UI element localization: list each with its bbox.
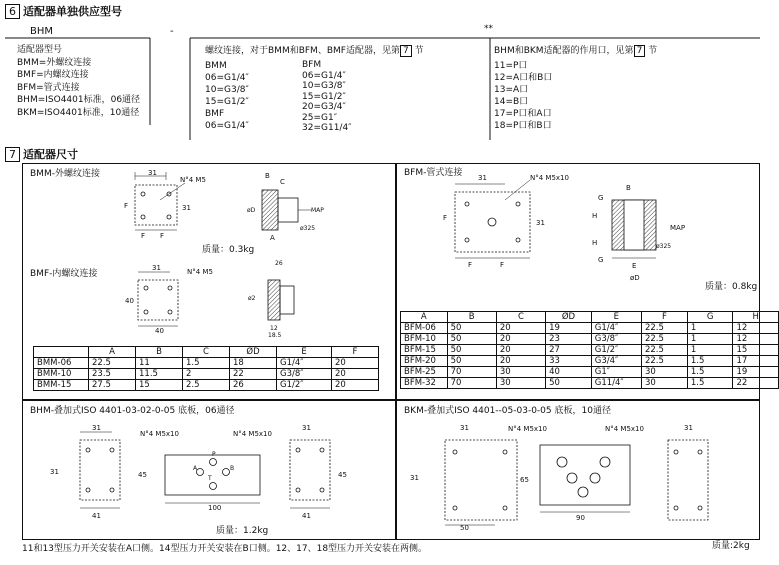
bmf-item: 06=G1/4″ (205, 121, 249, 131)
bhm-dim-100: 100 (208, 504, 222, 512)
bfm-item: 32=G11/4″ (302, 123, 352, 133)
table-cell: BMM-10 (34, 369, 89, 380)
table-cell: 17 (733, 356, 779, 367)
table-row (34, 380, 379, 391)
bmm-phid: øD (247, 207, 256, 214)
table-cell: BFM-25 (401, 367, 448, 378)
bkm-note-thread: N°4 M5x10 (508, 425, 547, 433)
bhm-note-thread-r: N°4 M5x10 (233, 430, 272, 438)
table-cell: 50 (447, 334, 496, 345)
bfm-dim-e: E (632, 262, 637, 270)
bmm-map: MAP (311, 207, 324, 214)
bfm-dim-g2: G (598, 256, 604, 264)
table-cell: 1 (687, 323, 733, 334)
table-cell: G1″ (591, 367, 641, 378)
section-7-title: 适配器尺寸 (23, 148, 78, 161)
table-cell: 20 (332, 358, 379, 369)
bmf-phi2: ø2 (248, 295, 256, 302)
table-header-cell: A (401, 312, 448, 323)
bmf-dim-40v: 40 (125, 297, 134, 305)
table-cell: 12 (733, 323, 779, 334)
bhm-dim-45-r: 45 (338, 471, 347, 479)
table-cell: BMM-15 (34, 380, 89, 391)
table-cell: 27 (546, 345, 592, 356)
bmf-dim-31: 31 (152, 264, 161, 272)
bmm-table-header (34, 347, 379, 358)
weight-bfm: 质量：0.8kg (705, 282, 758, 292)
adapter-type-line: BKM=ISO4401标准，10通径 (17, 107, 140, 118)
section-7-number: 7 (5, 147, 20, 162)
table-cell: 50 (447, 323, 496, 334)
table-cell: 11.5 (136, 369, 183, 380)
ref-number: 7 (400, 45, 412, 57)
bmf-dim-26: 26 (275, 260, 283, 267)
table-row (401, 356, 779, 367)
table-header-cell: ØD (546, 312, 592, 323)
bmf-dim-12: 12 (270, 325, 278, 332)
table-cell: BMM-06 (34, 358, 89, 369)
adapter-type-line: BMM=外螺纹连接 (17, 57, 92, 68)
table-row (401, 334, 779, 345)
table-cell: 18 (230, 358, 277, 369)
table-cell: 1.5 (687, 367, 733, 378)
port-item: 17=P口和A口 (494, 109, 552, 119)
table-header-cell: C (183, 347, 230, 358)
table-cell: BFM-15 (401, 345, 448, 356)
table-row (401, 367, 779, 378)
bkm-dim-31: 31 (460, 424, 469, 432)
table-cell: 23 (546, 334, 592, 345)
table-cell: 70 (447, 378, 496, 389)
bhm-note-thread: N°4 M5x10 (140, 430, 179, 438)
bmm-item: 15=G1/2″ (205, 97, 249, 107)
table-cell: G11/4″ (591, 378, 641, 389)
table-cell: 50 (447, 356, 496, 367)
bmf-plan-view (138, 272, 178, 326)
bfm-section-view (612, 200, 656, 258)
table-cell: 50 (447, 345, 496, 356)
bmm-dim-31: 31 (148, 169, 157, 177)
table-header-cell: C (496, 312, 545, 323)
table-cell: BFM-20 (401, 356, 448, 367)
bfm-dim-fv: F (443, 214, 448, 222)
table-header-cell: ØD (230, 347, 277, 358)
section-6-number: 6 (5, 4, 20, 19)
bmm-dim-f2: F (160, 232, 165, 240)
bfm-spec-table (400, 311, 779, 389)
bmm-label: BMM (205, 61, 227, 71)
bkm-left-view (445, 440, 517, 525)
weight-bhm: 质量：1.2kg (216, 526, 269, 536)
table-cell: 20 (496, 345, 545, 356)
table-cell: 70 (447, 367, 496, 378)
table-cell: 11 (136, 358, 183, 369)
bfm-item: 25=G1″ (302, 112, 338, 123)
bkm-dim-31v: 31 (410, 474, 419, 482)
bkm-dim-65: 65 (520, 476, 529, 484)
table-header-cell (34, 347, 89, 358)
bhm-dim-41: 41 (92, 512, 101, 520)
bfm-dim-h2: H (592, 239, 598, 247)
port-item: 13=A口 (494, 85, 529, 95)
model-dash: - (170, 26, 174, 37)
bkm-dim-90: 90 (576, 514, 585, 522)
weight-bkm: 质量:2kg (712, 541, 750, 551)
bhm-mid-view (165, 455, 260, 503)
bfm-label: BFM (302, 60, 322, 70)
footnote: 11和13型压力开关安装在A口侧。14型压力开关安装在B口侧。12、17、18型压力开关安装在两侧。 (22, 544, 428, 554)
table-cell: 22.5 (641, 334, 687, 345)
table-cell: 20 (496, 323, 545, 334)
bkm-right-view (668, 440, 708, 520)
bmm-section-view (262, 190, 312, 230)
table-cell: 20 (332, 380, 379, 391)
bhm-left-view (80, 432, 120, 508)
bkm-mid-view (540, 445, 630, 512)
table-cell: 27.5 (89, 380, 136, 391)
table-cell: 30 (641, 378, 687, 389)
table-cell: 22 (733, 378, 779, 389)
bhm-title: BHM-叠加式ISO 4401-03-02-0-05 底板，06通径 (30, 406, 235, 416)
bfm-table-header (401, 312, 779, 323)
table-cell: BFM-10 (401, 334, 448, 345)
table-cell: BFM-32 (401, 378, 448, 389)
table-cell: 22 (230, 369, 277, 380)
table-row (34, 358, 379, 369)
table-cell: 1.5 (183, 358, 230, 369)
table-cell: 20 (496, 334, 545, 345)
model-code: BHM (30, 26, 54, 37)
table-cell: 23.5 (89, 369, 136, 380)
bfm-plan-view (455, 180, 530, 258)
weight-bmm: 质量：0.3kg (202, 245, 255, 255)
table-cell: BFM-06 (401, 323, 448, 334)
bmf-section-view (268, 280, 294, 320)
bmm-title: BMM-外螺纹连接 (30, 169, 100, 179)
port-item: 12=A口和B口 (494, 73, 553, 83)
table-header-cell: F (641, 312, 687, 323)
bmm-phi325: ø325 (300, 225, 316, 232)
table-header-cell: A (89, 347, 136, 358)
bmf-dim-185: 18.5 (268, 332, 282, 339)
table-header-cell: G (687, 312, 733, 323)
table-cell: 40 (546, 367, 592, 378)
ref-suffix: 节 (414, 46, 424, 56)
bfm-dim-31v: 31 (536, 219, 545, 227)
adapter-type-line: 适配器型号 (17, 45, 63, 55)
table-cell: 30 (496, 367, 545, 378)
bmf-note-thread: N°4 M5 (187, 268, 213, 276)
bmf-dim-40: 40 (155, 327, 164, 335)
model-stars: ** (484, 24, 493, 34)
bfm-note-thread: N°4 M5x10 (530, 174, 569, 182)
bmm-dim-a: A (270, 234, 275, 242)
bmm-dim-31v: 31 (182, 204, 191, 212)
table-cell: G3/4″ (591, 356, 641, 367)
section-6-title: 适配器单独供应型号 (23, 5, 122, 18)
bfm-phid: øD (630, 274, 640, 282)
thread-intro-text: 螺纹连接，对于BMM和BFM、BMF适配器，见第 (205, 46, 400, 56)
port-item: 11=P口 (494, 61, 528, 71)
bfm-title: BFM-管式连接 (404, 168, 463, 178)
bmf-label: BMF (205, 109, 225, 119)
bmf-title: BMF-内螺纹连接 (30, 269, 98, 279)
bmm-item: 06=G1/4″ (205, 73, 249, 83)
table-cell: G3/8″ (277, 369, 332, 380)
bmm-dim-f: F (141, 232, 146, 240)
table-cell: G3/8″ (591, 334, 641, 345)
bfm-item: 06=G1/4″ (302, 70, 346, 81)
table-cell: 26 (230, 380, 277, 391)
bfm-dim-f2: F (500, 261, 505, 269)
bfm-dim-f: F (468, 261, 473, 269)
bhm-dim-45: 45 (138, 471, 147, 479)
bfm-dim-h: H (592, 212, 598, 220)
bmm-dim-f3: F (124, 202, 129, 210)
table-cell: 22.5 (89, 358, 136, 369)
bmm-spec-table (33, 346, 379, 391)
bkm-dim-50: 50 (460, 524, 469, 532)
bfm-dim-b: B (626, 184, 631, 192)
table-header-cell: B (447, 312, 496, 323)
bmm-dim-c: C (280, 178, 285, 186)
bfm-item: 20=G3/4″ (302, 102, 346, 112)
bmm-plan-view (135, 172, 185, 230)
table-cell: 33 (546, 356, 592, 367)
bhm-right-view (290, 440, 330, 508)
table-cell: 2.5 (183, 380, 230, 391)
table-cell: 1 (687, 334, 733, 345)
port-item: 18=P口和B口 (494, 121, 552, 131)
ref-number: 7 (634, 45, 646, 57)
table-cell: G1/2″ (591, 345, 641, 356)
table-cell: 20 (332, 369, 379, 380)
table-cell: 15 (136, 380, 183, 391)
bhm-dim-31: 31 (92, 424, 101, 432)
table-cell: 22.5 (641, 323, 687, 334)
bfm-item: 10=G3/8″ (302, 81, 346, 91)
table-cell: 20 (496, 356, 545, 367)
bhm-port-p: P (212, 451, 216, 458)
table-cell: 15 (733, 345, 779, 356)
table-cell: 1.5 (687, 378, 733, 389)
bfm-phi325: ø325 (656, 243, 672, 250)
bkm-note-thread-r: N°4 M5x10 (605, 425, 644, 433)
bhm-port-b: B (230, 465, 235, 472)
adapter-type-line: BMF=内螺纹连接 (17, 70, 89, 80)
table-cell: 50 (546, 378, 592, 389)
port-item: 14=B口 (494, 97, 529, 107)
table-cell: 30 (496, 378, 545, 389)
adapter-type-line: BHM=ISO4401标准，06通径 (17, 95, 141, 105)
table-header-cell: B (136, 347, 183, 358)
port-intro-text: BHM和BKM适配器的作用口，见第 (494, 46, 634, 56)
bkm-title: BKM-叠加式ISO 4401--05-03-0-05 底板，10通径 (404, 406, 611, 416)
bkm-dim-31-r: 31 (684, 424, 693, 432)
bfm-dim-g: G (598, 194, 604, 202)
bmm-dim-b: B (265, 172, 270, 180)
table-cell: G1/4″ (277, 358, 332, 369)
ref-suffix: 节 (648, 46, 658, 56)
table-row (34, 369, 379, 380)
table-header-cell: E (591, 312, 641, 323)
table-header-cell: F (332, 347, 379, 358)
table-cell: 22.5 (641, 356, 687, 367)
table-cell: 30 (641, 367, 687, 378)
table-cell: 19 (546, 323, 592, 334)
bhm-dim-31-r: 31 (302, 424, 311, 432)
table-cell: 1 (687, 345, 733, 356)
table-cell: 12 (733, 334, 779, 345)
table-header-cell: H (733, 312, 779, 323)
bfm-dim-31: 31 (478, 174, 487, 182)
table-cell: 1.5 (687, 356, 733, 367)
bhm-dim-31v: 31 (50, 468, 59, 476)
table-cell: G1/4″ (591, 323, 641, 334)
table-header-cell: E (277, 347, 332, 358)
bhm-port-t: T (208, 475, 212, 482)
table-cell: 22.5 (641, 345, 687, 356)
bfm-item: 15=G1/2″ (302, 91, 346, 102)
table-cell: G1/2″ (277, 380, 332, 391)
table-row (401, 345, 779, 356)
table-row (401, 378, 779, 389)
bmm-item: 10=G3/8″ (205, 85, 249, 95)
adapter-type-line: BFM=管式连接 (17, 82, 80, 93)
table-cell: 19 (733, 367, 779, 378)
bhm-port-a: A (193, 465, 198, 472)
table-row (401, 323, 779, 334)
table-cell: 2 (183, 369, 230, 380)
bmm-note-thread: N°4 M5 (180, 176, 206, 184)
bhm-dim-41-r: 41 (302, 512, 311, 520)
bfm-map: MAP (670, 224, 686, 232)
